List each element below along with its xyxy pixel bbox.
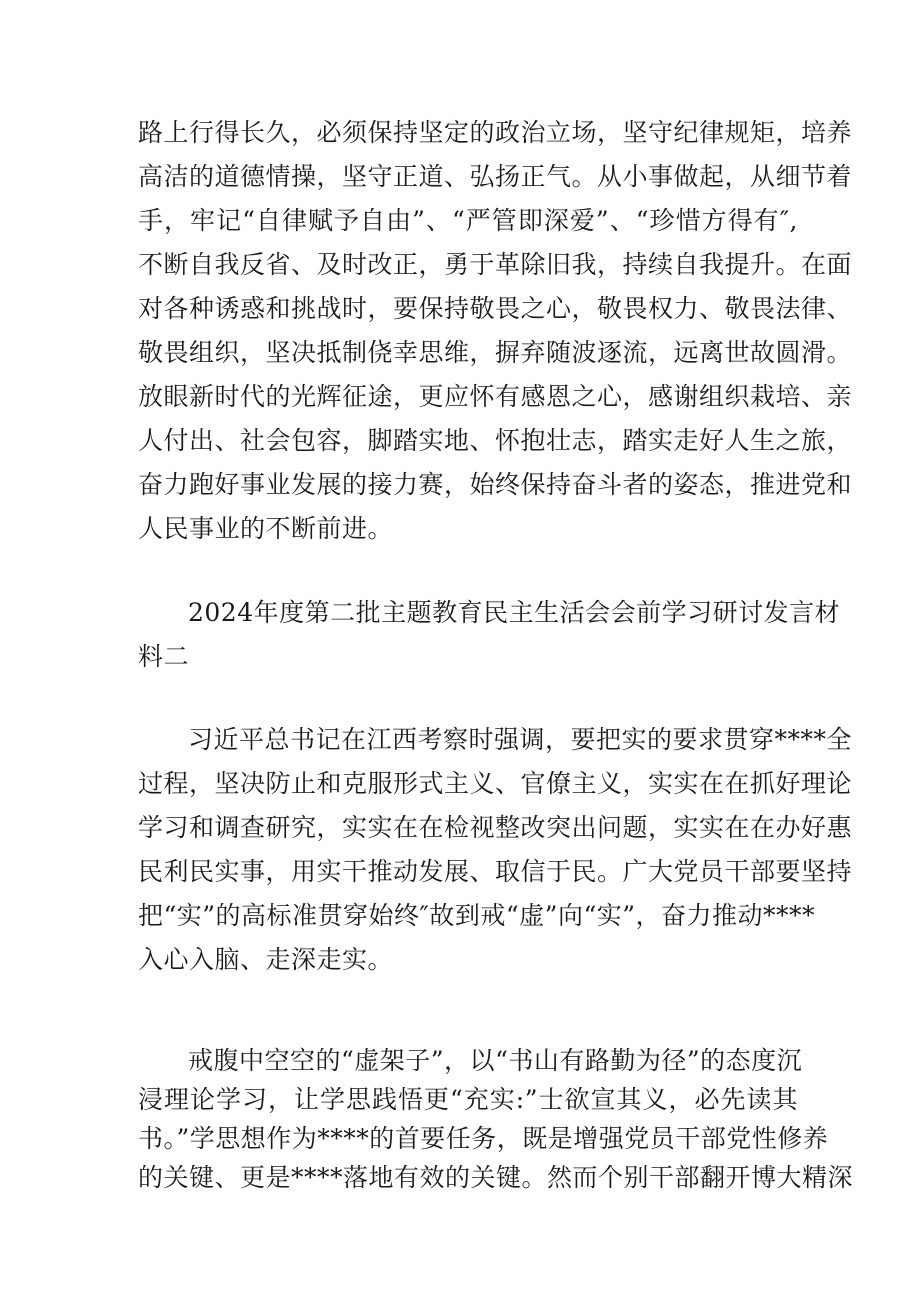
paragraph-line: 习近平总书记在江西考察时强调，要把实的要求贯穿****全 — [188, 725, 853, 754]
paragraph-line: 对各种诱惑和挑战时，要保持敬畏之心，敬畏权力、敬畏法律、 — [138, 294, 853, 323]
paragraph-line: 浸理论学习，让学思践悟更“充实:”士欲宣其义，必先读其 — [138, 1085, 798, 1114]
paragraph-line: 人付出、社会包容，脚踏实地、怀抱壮志，踏实走好人生之旅， — [138, 426, 853, 455]
paragraph-line: 入心入脑、走深走实。 — [138, 945, 394, 974]
paragraph-line: 不断自我反省、及时改正，勇于革除旧我，持续自我提升。在面 — [138, 250, 853, 279]
paragraph-line: 放眼新时代的光辉征途，更应怀有感恩之心，感谢组织栽培、亲 — [138, 382, 853, 411]
paragraph-line: 书。”学思想作为****的首要任务，既是增强党员干部党性修养 — [138, 1124, 829, 1153]
paragraph-line: 戒腹中空空的“虚架子”，以“书山有路勤为径”的态度沉 — [188, 1046, 803, 1075]
paragraph-line: 奋力跑好事业发展的接力赛，始终保持奋斗者的姿态，推进党和 — [138, 470, 853, 499]
paragraph-line: 民利民实事，用实干推动发展、取信于民。广大党员干部要坚持 — [138, 857, 853, 886]
paragraph-line: 的关键、更是****落地有效的关键。然而个别干部翻开博大精深 — [138, 1163, 854, 1192]
paragraph-line: 敬畏组织，坚决抵制侥幸思维，摒弃随波逐流，远离世故圆滑。 — [138, 338, 853, 367]
paragraph-line: 学习和调查研究，实实在在检视整改突出问题，实实在在办好惠 — [138, 813, 853, 842]
heading-line: 2024年度第二批主题教育民主生活会会前学习研讨发言材 — [188, 598, 841, 627]
heading-line: 料二 — [138, 642, 190, 671]
paragraph-line: 人民事业的不断前进。 — [138, 514, 394, 543]
paragraph-line: 过程，坚决防止和克服形式主义、官僚主义，实实在在抓好理论 — [138, 769, 853, 798]
paragraph-line: 把“实”的高标准贯穿始终″故到戒“虚”向“实”，奋力推动**** — [138, 901, 816, 930]
paragraph-line: 高洁的道德情操，坚守正道、弘扬正气。从小事做起，从细节着 — [138, 162, 853, 191]
paragraph-line: 手，牢记“自律赋予自由”、“严管即深爱”、“珍惜方得有″, — [138, 206, 798, 235]
paragraph-line: 路上行得长久，必须保持坚定的政治立场，坚守纪律规矩，培养 — [138, 118, 853, 147]
